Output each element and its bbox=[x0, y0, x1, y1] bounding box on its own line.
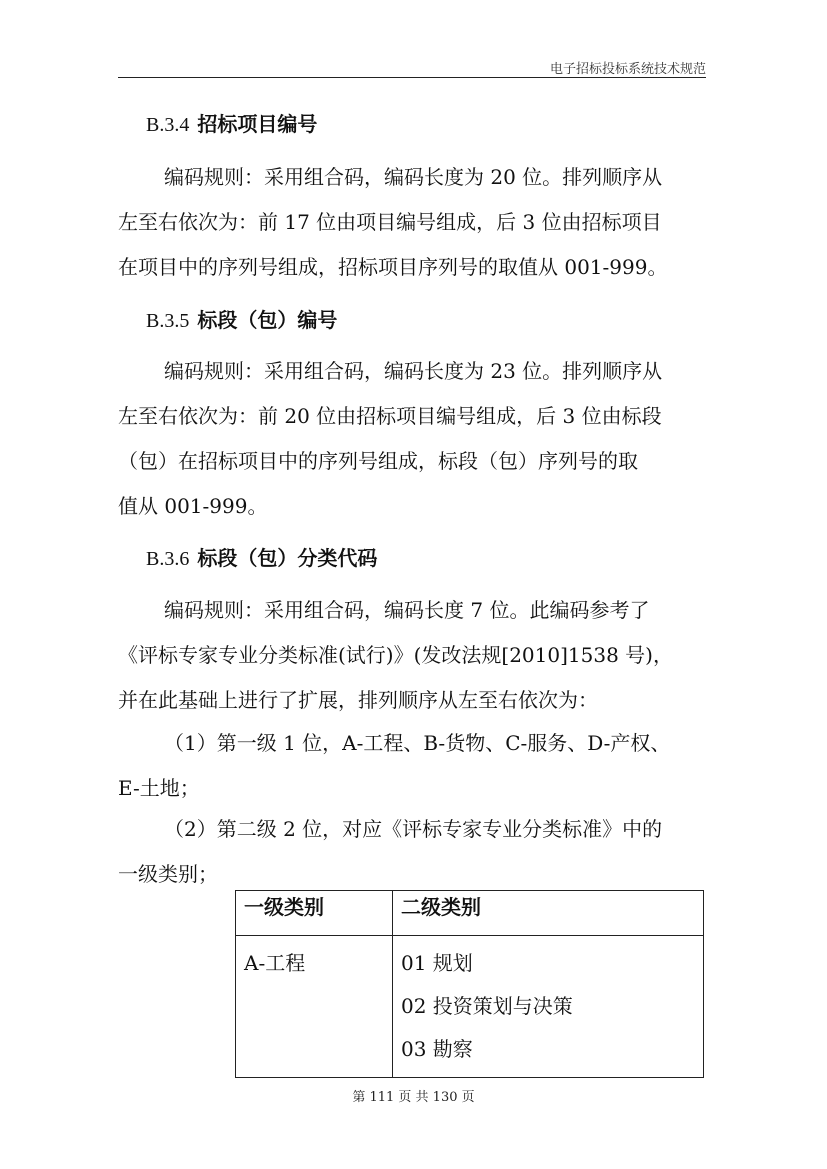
section-number: B.3.4 bbox=[146, 114, 190, 136]
subcategory-item: 01 规划 bbox=[401, 951, 473, 975]
paragraph-b35 bbox=[118, 349, 704, 529]
section-title: 招标项目编号 bbox=[197, 112, 318, 136]
table-row bbox=[236, 936, 704, 1078]
text-line: 《评标专家专业分类标准(试行)》(发改法规[2010]1538 号)， bbox=[118, 643, 673, 667]
text-line: 左至右依次为：前 20 位由招标项目编号组成，后 3 位由标段 bbox=[118, 404, 662, 428]
category-table bbox=[235, 890, 704, 1078]
text-line: （2）第二级 2 位，对应《评标专家专业分类标准》中的 bbox=[164, 817, 663, 841]
subcategory-item: 03 勘察 bbox=[401, 1037, 473, 1061]
section-title: 标段（包）分类代码 bbox=[197, 546, 378, 570]
section-heading-b35 bbox=[146, 304, 337, 333]
list-item-1 bbox=[118, 721, 704, 811]
text-line: 编码规则：采用组合码，编码长度为 23 位。排列顺序从 bbox=[164, 359, 663, 383]
text-line: 左至右依次为：前 17 位由项目编号组成，后 3 位由招标项目 bbox=[118, 210, 662, 234]
section-number: B.3.6 bbox=[146, 548, 190, 570]
text-line: （1）第一级 1 位，A-工程、B-货物、C-服务、D-产权、 bbox=[164, 731, 671, 755]
section-heading-b34 bbox=[146, 108, 317, 137]
running-header: 电子招标投标系统技术规范 bbox=[549, 62, 706, 77]
list-item-2 bbox=[118, 807, 704, 897]
text-line: 并在此基础上进行了扩展，排列顺序从左至右依次为： bbox=[118, 688, 598, 712]
cell-text: A-工程 bbox=[244, 951, 306, 975]
paragraph-b34 bbox=[118, 155, 704, 290]
text-line: 编码规则：采用组合码，编码长度 7 位。此编码参考了 bbox=[164, 598, 650, 622]
section-heading-b36 bbox=[146, 542, 377, 571]
subcategory-item: 02 投资策划与决策 bbox=[401, 994, 573, 1018]
text-line: 值从 001-999。 bbox=[118, 494, 268, 518]
column-header: 一级类别 bbox=[236, 891, 393, 936]
text-line: （包）在招标项目中的序列号组成，标段（包）序列号的取 bbox=[118, 449, 638, 473]
table-cell-level1 bbox=[236, 936, 393, 1078]
table-cell-level2 bbox=[393, 936, 704, 1078]
paragraph-b36 bbox=[118, 588, 704, 723]
text-line: E-土地； bbox=[118, 776, 200, 800]
text-line: 在项目中的序列号组成，招标项目序列号的取值从 001-999。 bbox=[118, 255, 668, 279]
section-number: B.3.5 bbox=[146, 310, 190, 332]
header-rule bbox=[118, 77, 706, 78]
text-line: 一级类别； bbox=[118, 862, 218, 886]
section-title: 标段（包）编号 bbox=[197, 308, 338, 332]
table-header-row bbox=[236, 891, 704, 936]
column-header: 二级类别 bbox=[393, 891, 704, 936]
page-footer: 第 111 页 共 130 页 bbox=[352, 1090, 475, 1105]
text-line: 编码规则：采用组合码，编码长度为 20 位。排列顺序从 bbox=[164, 165, 663, 189]
